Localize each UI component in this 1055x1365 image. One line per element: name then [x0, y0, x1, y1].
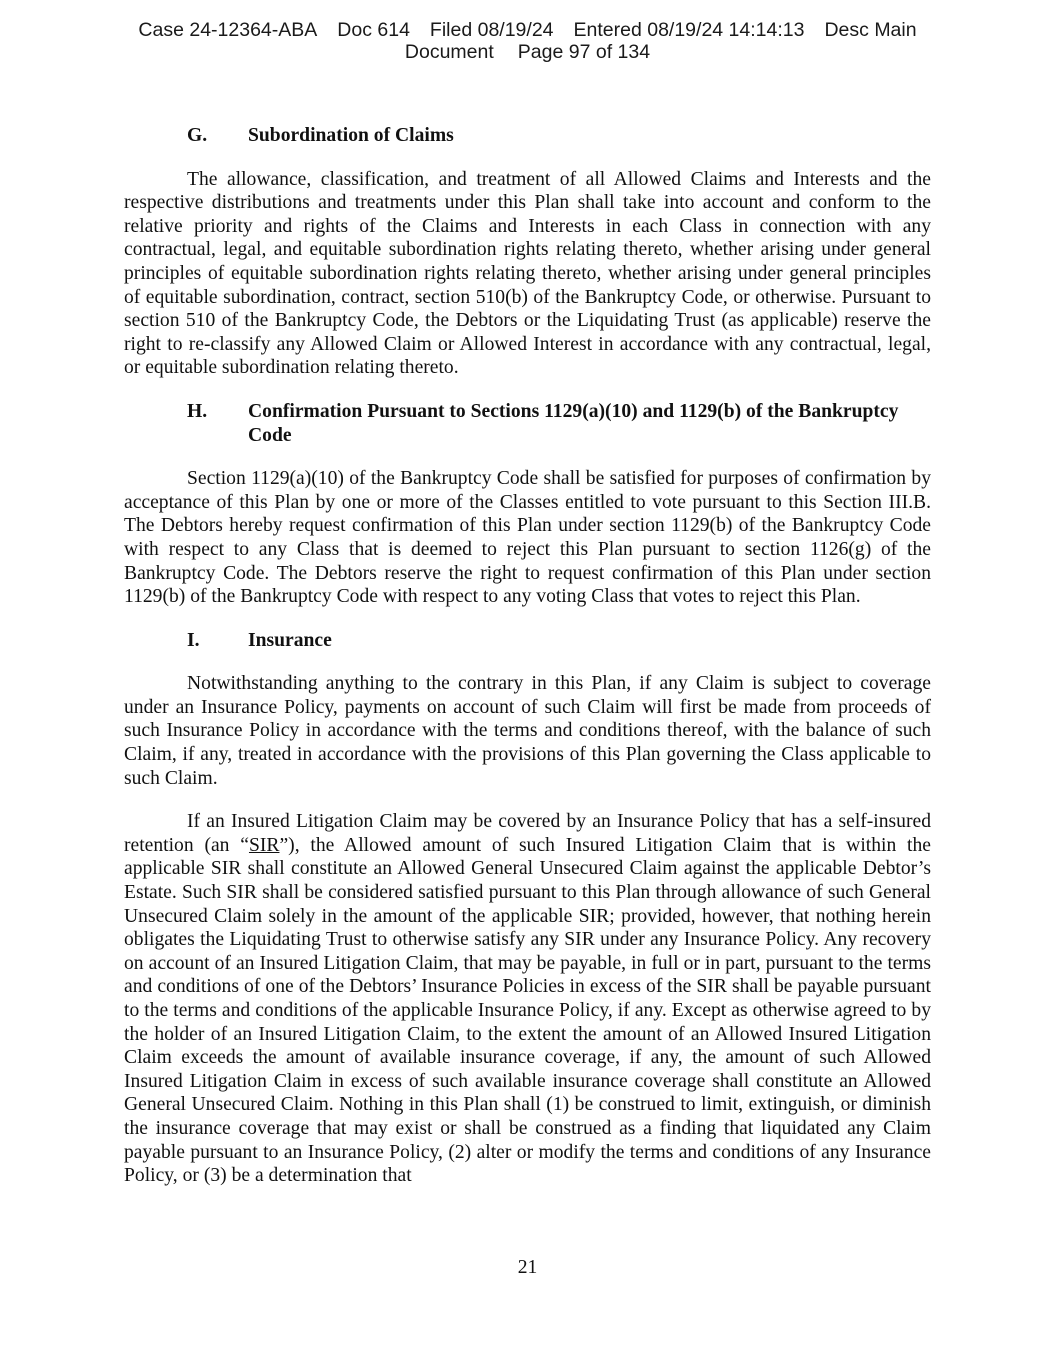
desc-label: Desc Main [824, 19, 917, 41]
entered-date: Entered 08/19/24 14:14:13 [573, 19, 805, 41]
section-title: Insurance [248, 629, 332, 651]
section-letter: H. [187, 400, 208, 422]
filing-header-line-2 [0, 41, 1055, 63]
paragraph: Notwithstanding anything to the contrary in this Plan, if any Claim is subject to coverage under an Insurance Policy, payments on account of such Claim will first be made from proceeds of such Insurance Policy in accordance with the terms and conditions thereof, with the balance of such Claim, if any, treated in accordance with the provisions of this Plan governing the Class applicable to such Claim. [124, 673, 931, 789]
filed-date: Filed 08/19/24 [429, 19, 554, 41]
section-heading-h [124, 400, 931, 447]
section-title: Confirmation Pursuant to Sections 1129(a)(10) and 1129(b) of the Bankruptcy Code [248, 400, 899, 446]
section-heading-i [124, 629, 931, 653]
filing-header-line-1 [0, 19, 1055, 41]
document-body [124, 124, 931, 1208]
filing-header [0, 19, 1055, 63]
page-of-label: Page 97 of 134 [517, 41, 651, 63]
case-number: Case 24-12364-ABA [138, 19, 318, 41]
paragraph-text: ”), the Allowed amount of such Insured Litigation Claim that is within the applicable SIR shall constitute an Allowed General Unsecured Claim against the applicable Debtor’s Estate. Such SIR shall be considered satisfied pursuant to this Plan through allowance of such General Unsecured Claim solely in the amount of the applicable SIR; provided, however, that nothing herein obligates the Liquidating Trust to otherwise satisfy any SIR under any Insurance Policy. Any recovery on account of an Insured Litigation Claim, that may be payable, in full or in part, pursuant to the terms and conditions of one of the Debtors’ Insurance Policies in excess of the SIR shall be payable pursuant to the terms and conditions of the applicable Insurance Policy, if any. Except as otherwise agreed to by the holder of an Insured Litigation Claim, to the extent the amount of an Allowed Insured Litigation Claim exceeds the amount of available insurance coverage, if any, the amount of such Allowed Insured Litigation Claim in excess of such available insurance coverage shall constitute an Allowed General Unsecured Claim. Nothing in this Plan shall (1) be construed to limit, extinguish, or diminish the insurance coverage that may exist or shall be construed as a finding that liquidated any Claim payable pursuant to an Insurance Policy, (2) alter or modify the terms and conditions of any Insurance Policy, or (3) be a determination that [124, 834, 931, 1187]
defined-term: SIR [248, 834, 280, 856]
paragraph-text: If an Insured Litigation Claim may be covered by an Insurance Policy that has a self-insured retention (an “ [124, 811, 931, 856]
section-letter: I. [187, 629, 200, 651]
doc-number: Doc 614 [337, 19, 410, 41]
page-number: 21 [517, 1257, 538, 1278]
section-letter: G. [187, 125, 208, 146]
section-heading-g [124, 124, 931, 148]
paragraph: The allowance, classification, and treatment of all Allowed Claims and Interests and the respective distributions and treatments under this Plan shall take into account and conform to the relative priority and rights of the Claims and Interests in each Class in connection with any contractual, legal, and equitable subordination rights relating thereto, whether arising under general principles of equitable subordination rights relating thereto, whether arising under general principles of equitable subordination, contract, section 510(b) of the Bankruptcy Code, or otherwise. Pursuant to section 510 of the Bankruptcy Code, the Debtors or the Liquidating Trust (as applicable) reserve the right to re-classify any Allowed Claim or Allowed Interest in accordance with any contractual, legal, or equitable subordination relating thereto. [124, 168, 931, 379]
document-label: Document [404, 41, 494, 63]
paragraph: Section 1129(a)(10) of the Bankruptcy Code shall be satisfied for purposes of confirmation by acceptance of this Plan by one or more of the Classes entitled to vote pursuant to this Section III.B. The Debtors hereby request confirmation of this Plan under section 1129(b) of the Bankruptcy Code with respect to any Class that is deemed to reject this Plan pursuant to section 1126(g) of the Bankruptcy Code. The Debtors reserve the right to request confirmation of this Plan under section 1129(b) of the Bankruptcy Code with respect to any voting Class that votes to reject this Plan. [124, 468, 931, 608]
section-title: Subordination of Claims [248, 125, 454, 146]
paragraph [124, 810, 931, 1188]
